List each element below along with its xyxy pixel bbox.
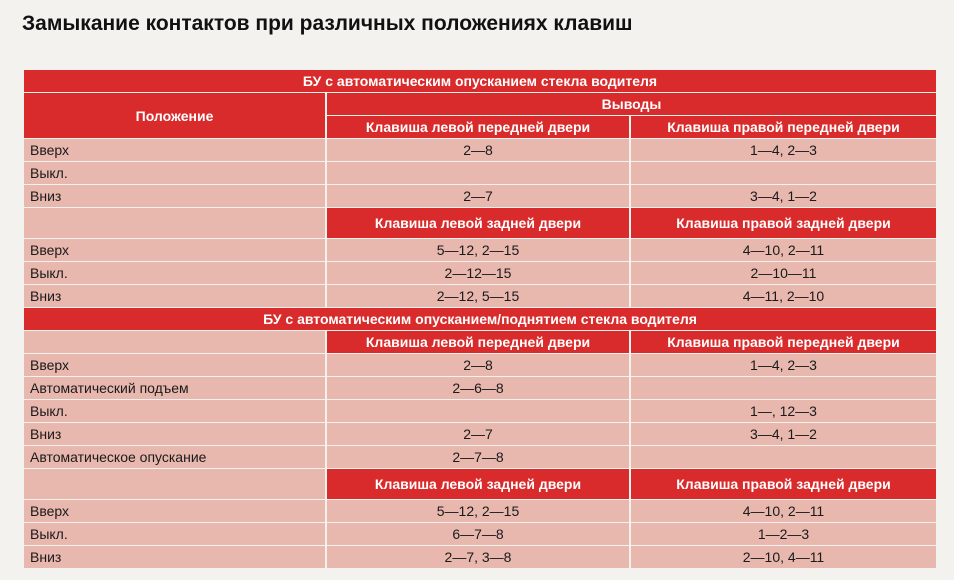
value-cell: 3—4, 1—2: [630, 423, 936, 446]
contacts-table: [24, 70, 936, 569]
value-cell: 1—, 12—3: [630, 400, 936, 423]
value-cell: 1—4, 2—3: [630, 354, 936, 377]
position-cell: Выкл.: [24, 262, 326, 285]
table-row: [24, 523, 936, 546]
value-cell: 2—10—11: [630, 262, 936, 285]
position-cell: Вниз: [24, 285, 326, 308]
blank-header-cell: [24, 331, 326, 354]
value-cell: 2—7: [326, 423, 630, 446]
page-title: Замыкание контактов при различных положениях клавиш: [22, 12, 633, 35]
value-cell: 2—10, 4—11: [630, 546, 936, 569]
position-cell: Вверх: [24, 500, 326, 523]
table-row: [24, 162, 936, 185]
position-cell: Вниз: [24, 546, 326, 569]
value-cell: [326, 400, 630, 423]
table-row: [24, 354, 936, 377]
outputs-header: Выводы: [326, 93, 936, 116]
table-row: [24, 262, 936, 285]
rear-left-key-header: Клавиша левой задней двери: [326, 469, 630, 500]
table-row: [24, 446, 936, 469]
table-row: [24, 139, 936, 162]
value-cell: 2—12—15: [326, 262, 630, 285]
value-cell: 5—12, 2—15: [326, 500, 630, 523]
value-cell: [630, 446, 936, 469]
table-row: [24, 400, 936, 423]
position-header: Положение: [24, 93, 326, 139]
value-cell: 3—4, 1—2: [630, 185, 936, 208]
position-cell: Выкл.: [24, 162, 326, 185]
value-cell: 2—8: [326, 354, 630, 377]
front-right-key-header: Клавиша правой передней двери: [630, 116, 936, 139]
position-cell: Вверх: [24, 139, 326, 162]
front-left-key-header: Клавиша левой передней двери: [326, 116, 630, 139]
position-cell: Вверх: [24, 354, 326, 377]
table-row: [24, 185, 936, 208]
blank-header-cell: [24, 208, 326, 239]
value-cell: 5—12, 2—15: [326, 239, 630, 262]
value-cell: 1—2—3: [630, 523, 936, 546]
value-cell: 6—7—8: [326, 523, 630, 546]
position-cell: Вниз: [24, 185, 326, 208]
front-left-key-header: Клавиша левой передней двери: [326, 331, 630, 354]
value-cell: [326, 162, 630, 185]
table-row: [24, 546, 936, 569]
position-cell: Автоматическое опускание: [24, 446, 326, 469]
table-row: [24, 500, 936, 523]
position-cell: Вверх: [24, 239, 326, 262]
value-cell: 4—11, 2—10: [630, 285, 936, 308]
front-right-key-header: Клавиша правой передней двери: [630, 331, 936, 354]
value-cell: 2—8: [326, 139, 630, 162]
rear-left-key-header: Клавиша левой задней двери: [326, 208, 630, 239]
position-cell: Выкл.: [24, 400, 326, 423]
value-cell: 2—7—8: [326, 446, 630, 469]
value-cell: 4—10, 2—11: [630, 239, 936, 262]
value-cell: [630, 162, 936, 185]
value-cell: 4—10, 2—11: [630, 500, 936, 523]
section1-header: БУ с автоматическим опусканием стекла водителя: [24, 70, 936, 93]
value-cell: 2—12, 5—15: [326, 285, 630, 308]
value-cell: 2—7, 3—8: [326, 546, 630, 569]
value-cell: 2—6—8: [326, 377, 630, 400]
value-cell: 1—4, 2—3: [630, 139, 936, 162]
position-cell: Автоматический подъем: [24, 377, 326, 400]
rear-right-key-header: Клавиша правой задней двери: [630, 469, 936, 500]
value-cell: 2—7: [326, 185, 630, 208]
blank-header-cell: [24, 469, 326, 500]
section2-header: БУ с автоматическим опусканием/поднятием стекла водителя: [24, 308, 936, 331]
table-row: [24, 423, 936, 446]
table-row: [24, 377, 936, 400]
value-cell: [630, 377, 936, 400]
position-cell: Вниз: [24, 423, 326, 446]
table-row: [24, 285, 936, 308]
rear-right-key-header: Клавиша правой задней двери: [630, 208, 936, 239]
table-row: [24, 239, 936, 262]
position-cell: Выкл.: [24, 523, 326, 546]
